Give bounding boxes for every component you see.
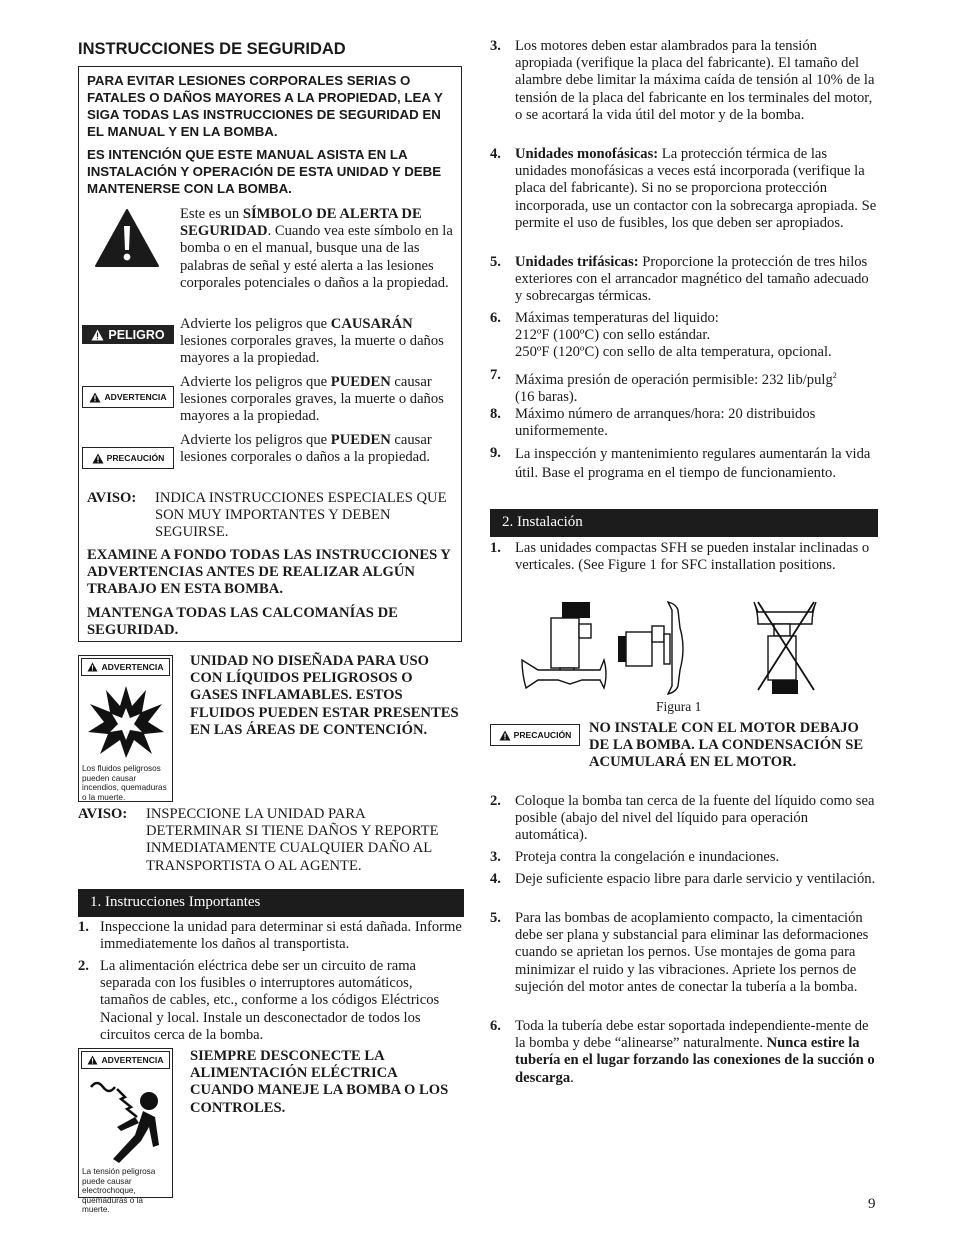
section2-item-6: Toda la tubería debe estar soportada independiente-mente de la bomba y debe “alinearse” naturalmente. Nunca estire la tubería en el lugar forzando las conexiones de la succión o descarga. [515,1018,875,1086]
electric-warning-pictogram [78,1048,173,1214]
list-number: 5. [490,254,501,270]
section2-item-3: Proteja contra la congelación e inundaciones. [515,849,780,865]
temp-high: 250ºF (120ºC) con sello de alta temperatura, opcional. [515,344,832,361]
page-number: 9 [868,1196,876,1212]
list-number: 2. [490,793,501,809]
figure-1-installation-positions [518,598,828,698]
aviso-inspect-label: AVISO: [78,806,128,822]
list-number: 5. [490,910,501,926]
alert-triangle-icon [87,662,98,672]
right-item-7: Máxima presión de operación permisible: 232 lib/pulg$^2$ (16 baras). [515,371,837,406]
examine-instruction: EXAMINE A FONDO TODAS LAS INSTRUCCIONES Y ADVERTENCIAS ANTES DE REALIZAR ALGÚN TRABAJO EN ESTA BOMBA. [87,547,451,598]
aviso-inspect-text: INSPECCIONE LA UNIDAD PARA DETERMINAR SI TIENE DAÑOS Y REPORTE INMEDIATAMENTE CUALQUIER DAÑO AL TRANSPORTISTA O AL AGENTE. [146,806,439,874]
alert-triangle-icon [91,329,104,341]
warning-intro-1: PARA EVITAR LESIONES CORPORALES SERIAS O FATALES O DAÑOS MAYORES A LA PROPIEDAD, LEA Y SIGA TODAS LAS INSTRUCCIONES DE SEGURIDAD EN EL MANUAL Y EN LA BOMBA. [87,73,443,139]
list-number: 2. [78,958,89,974]
right-item-4: Unidades monofásicas: La protección térmica de las unidades monofásicas a veces está incorporada (verifique la placa del fabricante). Si no se proporciona protección incorporada, use un contactor con la sobrecarga apropiada. Se permite el uso de fusibles, los que deben ser apropiados. [515,146,877,231]
precaucion-description: Advierte los peligros que PUEDEN causar lesiones corporales o daños a la propiedad. [180,432,432,466]
section-title: INSTRUCCIONES DE SEGURIDAD [78,40,346,58]
list-number: 4. [490,871,501,887]
explosion-icon [86,682,166,760]
flammable-caption: Los fluidos peligrosos pueden causar incendios, quemaduras o la muerte. [82,764,167,802]
horizontal-pump-icon [618,602,683,694]
list-number: 8. [490,406,501,422]
mantenga-instruction: MANTENGA TODAS LAS CALCOMANÍAS DE SEGURIDAD. [87,605,398,639]
list-number: 6. [490,310,501,326]
advertencia-description: Advierte los peligros que PUEDEN causar lesiones corporales graves, la muerte o daños mayores a la propiedad. [180,374,444,425]
advertencia-badge: ADVERTENCIA [81,658,170,676]
electric-caption: La tensión peligrosa puede causar electrochoque, quemaduras o la muerte. [82,1167,156,1214]
precaucion-badge: PRECAUCIÓN [490,724,580,746]
list-number: 3. [490,38,501,54]
temp-standard: 212ºF (100ºC) con sello estándar. [515,327,711,344]
list-number: 9. [490,445,501,461]
right-item-9: La inspección y mantenimiento regulares aumentarán la vida útil. Base el programa en el tiempo de funcionamiento. [515,446,871,481]
symbol-description: Este es un SÍMBOLO DE ALERTA DE SEGURIDAD. Cuando vea este símbolo en la bomba o en el manual, busque una de las palabras de señal y esté alerta a las lesiones corporales potenciales o daños a la propiedad. [180,206,453,291]
inverted-pump-crossed-icon [754,602,816,694]
electric-shock-icon [83,1073,169,1165]
right-item-3: Los motores deben estar alambrados para la tensión apropiada (verifique la placa del fabricante). El tamaño del alambre debe limitar la máxima caída de tensión al 10% de la tensión de la placa del fabricante en los terminales del motor, o se acortará la vida útil del motor y de la bomba. [515,38,875,123]
vertical-pump-icon [522,602,606,688]
flammable-warning-text: UNIDAD NO DISEÑADA PARA USO CON LÍQUIDOS PELIGROSOS O GASES INFLAMABLES. ESTOS FLUIDOS PUEDEN ESTAR PRESENTES EN LAS ÁREAS DE CONTENCIÓN. [190,653,459,738]
precaucion-badge: PRECAUCIÓN [82,447,174,469]
temp-heading: Máximas temperaturas del liquido: [515,310,719,326]
list-number: 1. [490,540,501,556]
right-item-8: Máximo número de arranques/hora: 20 distribuidos uniformemente. [515,406,816,440]
section2-item-5: Para las bombas de acoplamiento compacto, la cimentación debe ser plana y substancial para eliminar las deformaciones cuando se aprietan los pernos. Use montajes de goma para minimizar el ruido y las vibraciones. Apriete los pernos de sujeción del motor antes de conectar la tubería a la bomba. [515,910,869,995]
figure-1-caption: Figura 1 [656,699,702,714]
caution-text: NO INSTALE CON EL MOTOR DEBAJO DE LA BOMBA. LA CONDENSACIÓN SE ACUMULARÁ EN EL MOTOR. [589,720,864,771]
alert-triangle-icon [499,730,511,741]
right-item-6 [515,310,877,362]
section1-item-1: Inspeccione la unidad para determinar si está dañada. Informe immediatemente los daños al transportista. [100,919,462,953]
section2-item-4: Deje suficiente espacio libre para darle servicio y ventilación. [515,871,876,887]
flammable-warning-pictogram [78,655,173,802]
aviso-label: AVISO: [87,490,137,506]
peligro-description: Advierte los peligros que CAUSARÁN lesiones corporales graves, la muerte o daños mayores a la propiedad. [180,316,444,367]
list-number: 4. [490,146,501,162]
section2-item-2: Coloque la bomba tan cerca de la fuente del líquido como sea posible (abajo del nivel del líquido para operación automática). [515,793,875,844]
alert-triangle-icon [89,392,101,403]
list-number: 7. [490,367,501,383]
alert-triangle-icon [92,453,104,464]
right-item-5: Unidades trifásicas: Proporcione la protección de tres hilos exteriores con el arrancador magnético del tamaño adecuado y sobrecargas térmicas. [515,254,869,305]
section-2-header: 2. Instalación [490,509,878,537]
peligro-badge: PELIGRO [82,325,174,344]
advertencia-badge: ADVERTENCIA [82,386,174,408]
list-number: 6. [490,1018,501,1034]
alert-triangle-icon [87,1055,98,1065]
section-1-header: 1. Instrucciones Importantes [78,889,464,917]
warning-intro-2: ES INTENCIÓN QUE ESTE MANUAL ASISTA EN LA INSTALACIÓN Y OPERACIÓN DE ESTA UNIDAD Y DEBE MANTENERSE CON LA BOMBA. [87,147,442,196]
electric-warning-text: SIEMPRE DESCONECTE LA ALIMENTACIÓN ELÉCTRICA CUANDO MANEJE LA BOMBA O LOS CONTROLES. [190,1048,449,1116]
section2-item-1: Las unidades compactas SFH se pueden instalar inclinadas o verticales. (See Figure 1 for SFC installation positions. [515,540,870,574]
safety-alert-symbol-icon [94,208,160,268]
list-number: 1. [78,919,89,935]
section1-item-2: La alimentación eléctrica debe ser un circuito de rama separada con los fusibles o interruptores automáticos, tamaños de cables, etc., conforme a los códigos Eléctricos Nacional y local. Instale un desconectador de todos los circuitos cerca de la bomba. [100,958,440,1043]
list-number: 3. [490,849,501,865]
aviso-text: INDICA INSTRUCCIONES ESPECIALES QUE SON MUY IMPORTANTES Y DEBEN SEGUIRSE. [155,490,447,541]
advertencia-badge: ADVERTENCIA [81,1051,170,1069]
